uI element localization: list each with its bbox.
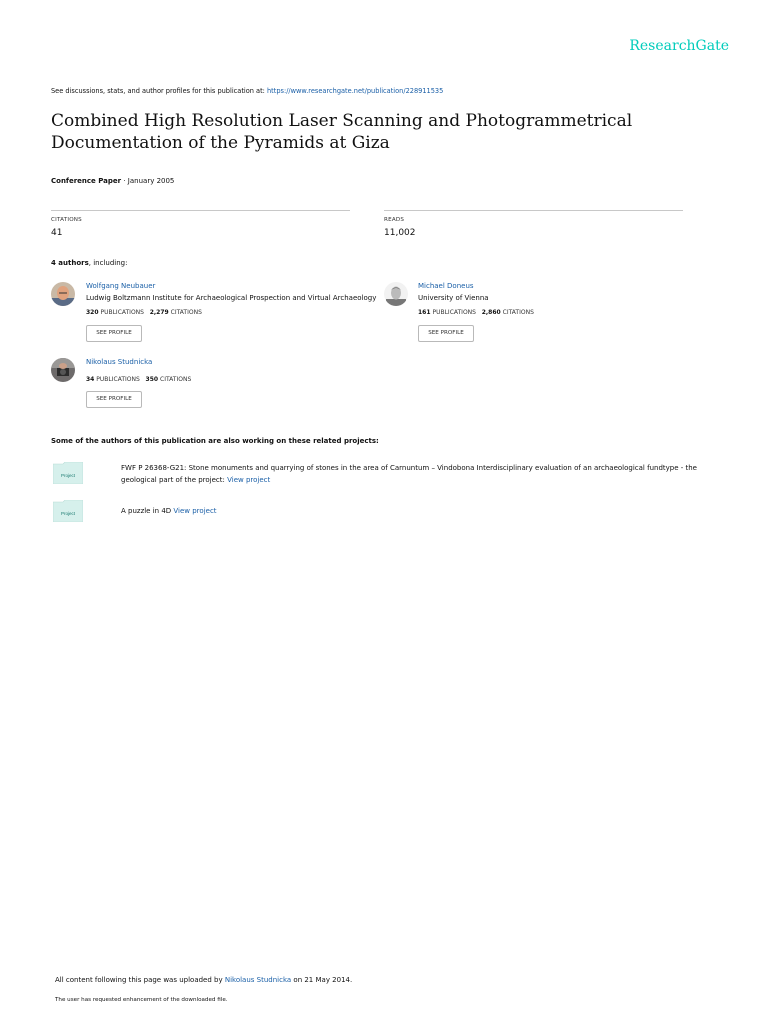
publication-meta [51, 177, 174, 185]
author-publications-label: PUBLICATIONS [96, 376, 140, 383]
project-icon-label: Project [60, 511, 76, 516]
reads-divider [384, 210, 683, 211]
author-name-link[interactable]: Nikolaus Studnicka [86, 358, 153, 366]
project-title: A puzzle in 4D [121, 507, 174, 515]
upload-info [55, 976, 352, 984]
authors-suffix: , including: [88, 259, 128, 267]
author-publications-label: PUBLICATIONS [432, 309, 476, 316]
discussion-text: See discussions, stats, and author profiles for this publication at: [51, 87, 267, 95]
author-publications-count: 161 [418, 309, 431, 316]
project-folder-icon[interactable] [53, 462, 83, 484]
author-publications-count: 34 [86, 376, 95, 383]
author-institution: University of Vienna [418, 294, 489, 302]
author-avatar[interactable] [384, 282, 408, 306]
upload-suffix: on 21 May 2014. [291, 976, 353, 984]
citations-divider [51, 210, 350, 211]
author-publications-count: 320 [86, 309, 99, 316]
author-stats [86, 309, 202, 316]
discussion-line [51, 87, 443, 95]
see-profile-button[interactable]: SEE PROFILE [86, 325, 142, 342]
researchgate-logo[interactable]: ResearchGate [629, 38, 729, 54]
author-citations-count: 350 [145, 376, 159, 383]
upload-prefix: All content following this page was uploaded by [55, 976, 225, 984]
publication-type: Conference Paper [51, 177, 122, 185]
author-stats [86, 376, 191, 383]
author-citations-label: CITATIONS [170, 309, 202, 316]
uploader-link[interactable]: Nikolaus Studnicka [224, 976, 292, 984]
citations-label: CITATIONS [51, 217, 82, 223]
author-citations-count: 2,860 [481, 309, 501, 316]
author-institution: Ludwig Boltzmann Institute for Archaeological Prospection and Virtual Archaeology [86, 294, 377, 302]
related-projects-heading: Some of the authors of this publication are also working on these related projects: [51, 437, 379, 445]
view-project-link[interactable]: View project [227, 476, 271, 484]
author-citations-label: CITATIONS [160, 376, 192, 383]
author-stats [418, 309, 534, 316]
authors-count: 4 authors [51, 259, 89, 267]
citations-value: 41 [51, 228, 63, 238]
view-project-link[interactable]: View project [173, 507, 217, 515]
download-note: The user has requested enhancement of the downloaded file. [55, 997, 228, 1003]
reads-label: READS [384, 217, 405, 223]
author-name-link[interactable]: Wolfgang Neubauer [86, 282, 156, 290]
publication-date: · January 2005 [121, 177, 175, 185]
author-citations-count: 2,279 [149, 309, 169, 316]
author-avatar[interactable] [51, 358, 75, 382]
project-description [121, 462, 721, 486]
authors-heading [51, 259, 127, 267]
author-publications-label: PUBLICATIONS [100, 309, 144, 316]
reads-value: 11,002 [384, 228, 416, 238]
author-citations-label: CITATIONS [502, 309, 534, 316]
project-description [121, 505, 721, 517]
project-folder-icon[interactable] [53, 500, 83, 522]
project-icon-label: Project [60, 473, 76, 478]
see-profile-button[interactable]: SEE PROFILE [418, 325, 474, 342]
see-profile-button[interactable]: SEE PROFILE [86, 391, 142, 408]
author-avatar[interactable] [51, 282, 75, 306]
publication-title: Combined High Resolution Laser Scanning and Photogrammetrical Documentation of the Pyramids at Giza [51, 111, 633, 153]
author-name-link[interactable]: Michael Doneus [418, 282, 474, 290]
publication-url-link[interactable]: https://www.researchgate.net/publication/228911535 [267, 87, 444, 95]
project-title: FWF P 26368-G21: Stone monuments and quarrying of stones in the area of Carnuntum – Vindobona Interdisciplinary evaluation of an archaeological fundtype - the geological part of the project: [121, 464, 697, 484]
